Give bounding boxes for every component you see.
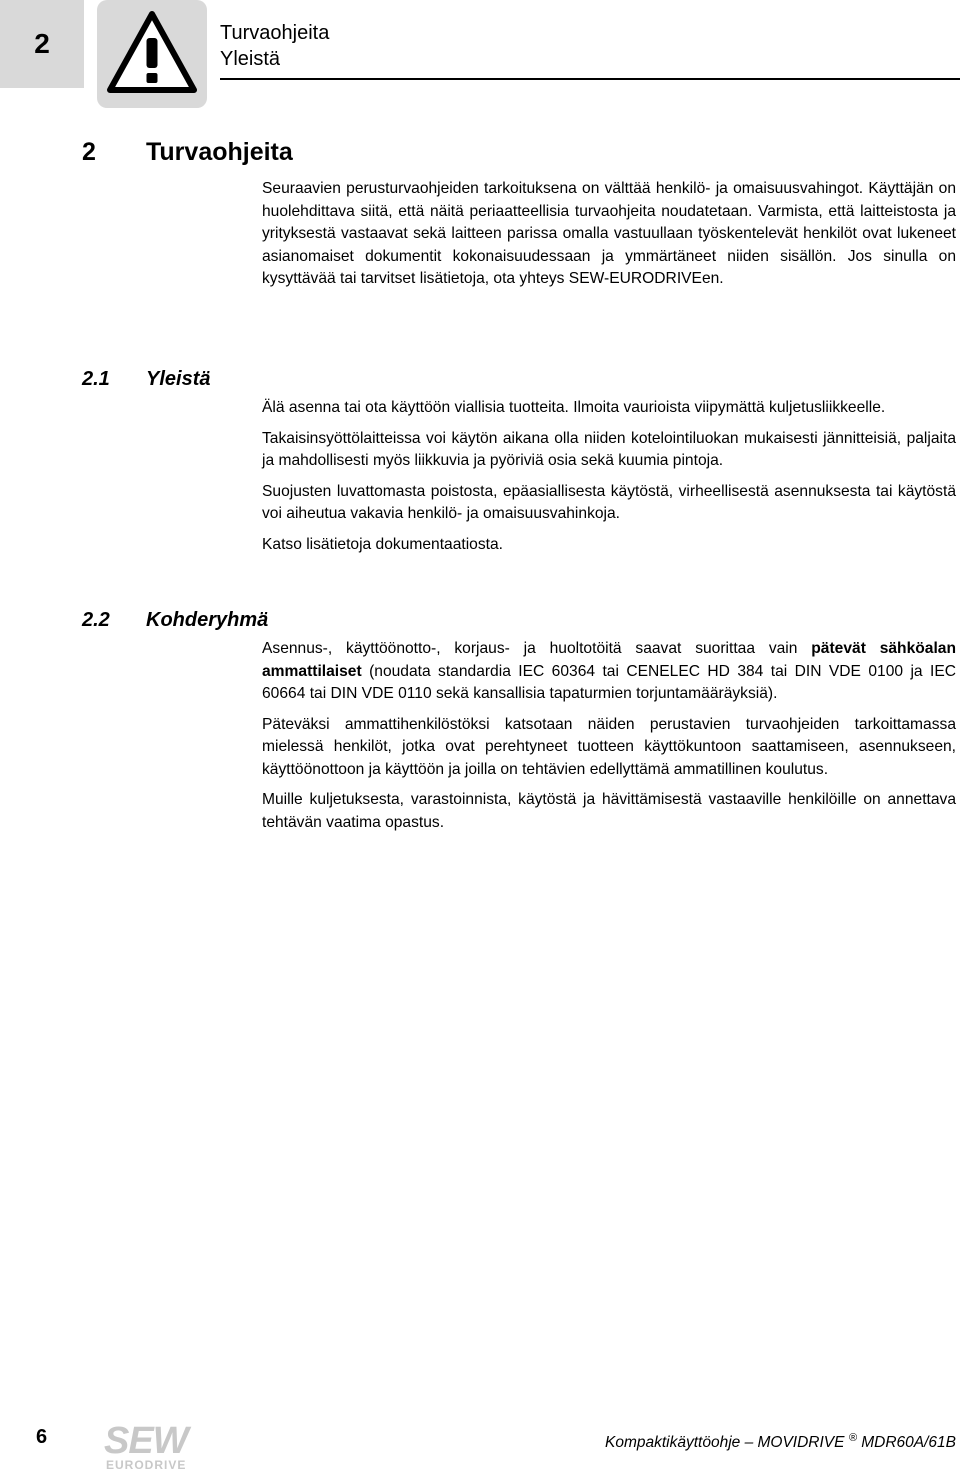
subsection-number: 2.1 bbox=[82, 368, 110, 390]
emphasis-text: pätevät sähköalan ammattilaiset bbox=[262, 640, 956, 680]
general-paragraph-3: Suojusten luvattomasta poistosta, epäasiallisesta käytöstä, virheellisestä asennuksesta tai käytöstä voi aiheutua vakavia henkilö- ja omaisuusvahinkoja. bbox=[262, 482, 956, 522]
registered-mark: ® bbox=[848, 1432, 857, 1444]
doc-title-suffix: MDR60A/61B bbox=[856, 1434, 956, 1452]
target-group-paragraph-1 bbox=[262, 638, 956, 706]
page-header bbox=[0, 0, 960, 110]
subsection-heading-general bbox=[82, 368, 210, 391]
paragraph-text: Asennus-, käyttöönotto-, korjaus- ja huoltotöitä saavat suorittaa vain bbox=[262, 640, 812, 657]
subsection-number: 2.2 bbox=[82, 609, 110, 631]
sew-eurodrive-logo bbox=[104, 1422, 214, 1472]
header-rule bbox=[220, 78, 960, 80]
header-titles bbox=[220, 20, 329, 72]
target-group-body bbox=[262, 638, 956, 842]
header-subtitle: Yleistä bbox=[220, 48, 281, 70]
general-paragraph-2: Takaisinsyöttölaitteissa voi käytön aikana olla niiden kotelointiluokan mukaisesti jännitteisiä, paljaita ja mahdollisesti myös liikkuvia ja pyöriviä osia sekä kuumia pintoja. bbox=[262, 429, 956, 469]
general-body bbox=[262, 397, 956, 564]
header-title: Turvaohjeita bbox=[220, 22, 330, 44]
document-title bbox=[605, 1432, 956, 1452]
warning-icon-box bbox=[97, 0, 207, 108]
general-paragraph-1: Älä asenna tai ota käyttöön viallisia tuotteita. Ilmoita vaurioista viipymättä kuljetusliikkeelle. bbox=[262, 399, 886, 416]
warning-triangle-icon bbox=[106, 10, 198, 94]
doc-title-prefix: Kompaktikäyttöohje – MOVIDRIVE bbox=[605, 1434, 845, 1452]
chapter-tab bbox=[0, 0, 84, 88]
page-number: 6 bbox=[36, 1426, 48, 1448]
section-number: 2 bbox=[82, 138, 96, 166]
chapter-number: 2 bbox=[34, 28, 50, 59]
target-group-paragraph-3: Muille kuljetuksesta, varastoinnista, käytöstä ja hävittämisestä vastaaville henkilöille on annettava tehtävän vaatima opastus. bbox=[262, 791, 956, 831]
subsection-heading-target-group bbox=[82, 609, 268, 632]
section-intro bbox=[262, 178, 956, 291]
subsection-title: Kohderyhmä bbox=[146, 609, 269, 631]
paragraph-text: (noudata standardia IEC 60364 tai CENELEC HD 384 tai DIN VDE 0100 ja IEC 60664 tai DIN VDE 0110 sekä kansallisia tapaturmien torjuntamääräyksiä). bbox=[262, 662, 956, 702]
subsection-title: Yleistä bbox=[146, 368, 211, 390]
section-title: Turvaohjeita bbox=[146, 138, 293, 166]
page-footer bbox=[0, 1418, 960, 1473]
section-paragraph: Seuraavien perusturvaohjeiden tarkoituksena on välttää henkilö- ja omaisuusvahingot. Käyttäjän on huolehdittava siitä, että näitä periaatteellisia turvaohjeita noudatetaan. Varmista, että laitteistosta ja yrityksestä vastaavat sekä laitteen parissa omalla vastuullaan työskentelevät henkilöt ovat lukeneet asianomaiset dokumentit kokonaisuudessaan ja ymmärtäneet niiden sisällön. Jos sinulla on kysyttävää tai tarvitset lisätietoja, ota yhteys SEW-EURODRIVEen. bbox=[262, 180, 956, 287]
target-group-paragraph-2: Päteväksi ammattihenkilöstöksi katsotaan näiden perustavien turvaohjeiden tarkoittamassa mielessä henkilöt, jotka ovat perehtyneet tuotteen käyttökuntoon saattamiseen, asennukseen, käyttöönottoon ja käyttöön ja joilla on tehtävien edellyttämä ammatillinen koulutus. bbox=[262, 715, 956, 778]
logo-sub-text: EURODRIVE bbox=[106, 1458, 187, 1472]
section-heading bbox=[82, 138, 293, 167]
general-paragraph-4: Katso lisätietoja dokumentaatiosta. bbox=[262, 535, 503, 553]
logo-main-text: SEW bbox=[104, 1420, 188, 1462]
